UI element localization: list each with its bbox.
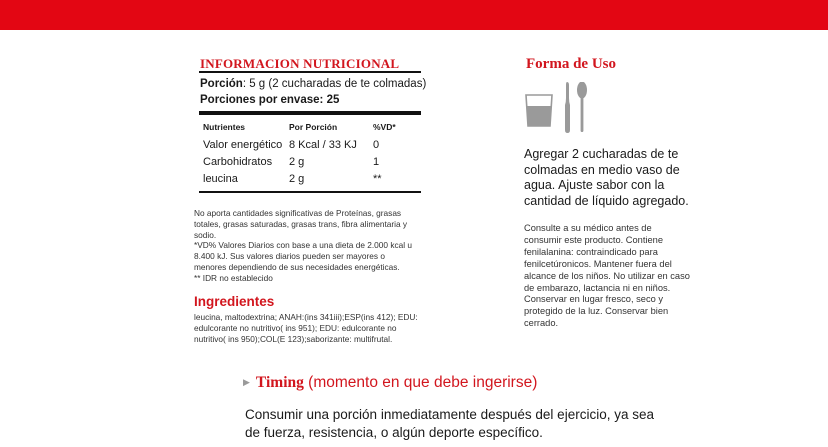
row-dv: **	[373, 173, 382, 185]
ingredients-title: Ingredientes	[194, 294, 275, 309]
nutrition-thick-rule	[199, 111, 421, 115]
nutrition-table-header	[203, 118, 413, 137]
nutrition-title: INFORMACION NUTRICIONAL	[200, 56, 400, 71]
top-red-banner	[0, 0, 828, 30]
row-nutrient: Carbohidratos	[203, 156, 273, 168]
usage-icons-svg	[525, 82, 595, 134]
timing-heading	[243, 374, 537, 392]
table-row	[203, 171, 413, 188]
usage-title: Forma de Uso	[526, 56, 616, 72]
nutrition-top-rule	[199, 71, 421, 73]
header-nutrients: Nutrientes	[203, 122, 246, 132]
usage-warnings: Consulte a su médico antes de consumir este producto. Contiene fenilalanina: contraindicado para fenilcetúronicos. Mantener fuera del alcance de los niños. No utilizar en caso de embarazo, lactancia ni en niños. Conservar en lugar fresco, seco y protegido de la luz. Conservar bien cerrado.	[524, 223, 690, 329]
spoon-icon	[577, 82, 587, 132]
timing-subtitle: (momento en que debe ingerirse)	[303, 374, 538, 391]
nutrition-table	[203, 118, 413, 188]
usage-icons	[525, 82, 595, 139]
servings-value: 25	[326, 94, 340, 106]
header-per-portion: Por Porción	[289, 122, 338, 132]
row-dv: 0	[373, 139, 380, 151]
triangle-right-icon: ▶	[243, 377, 250, 387]
usage-instructions: Agregar 2 cucharadas de te colmadas en medio vaso de agua. Ajuste sabor con la cantidad de líquido agregado.	[524, 147, 689, 208]
glass-icon	[526, 95, 552, 126]
header-daily-value: %VD*	[373, 122, 396, 132]
table-row	[203, 137, 413, 154]
row-amount: 2 g	[289, 156, 305, 168]
row-amount: 2 g	[289, 173, 305, 185]
portion-line	[200, 78, 426, 90]
ingredients-text: leucina, maltodextrina; ANAH:(ins 341iii);ESP(ins 412); EDU: edulcorante no nutritivo( ins 951); EDU: edulcorante no nutritivo( ins 950);COL(E 123);saborizante: multifrutal.	[194, 312, 418, 344]
spoon-icon	[565, 82, 570, 133]
row-nutrient: Valor energético	[203, 139, 283, 151]
row-nutrient: leucina	[203, 173, 238, 185]
timing-title: Timing	[255, 374, 304, 391]
footnote-daily-values: *VD% Valores Diarios con base a una dieta de 2.000 kcal u 8.400 kJ. Sus valores diarios pueden ser mayores o menores dependiendo de sus necesidades energéticas.	[194, 240, 412, 272]
table-row	[203, 154, 413, 171]
row-amount: 8 Kcal / 33 KJ	[289, 139, 357, 151]
nutrition-bottom-rule	[199, 191, 421, 193]
timing-text: Consumir una porción inmediatamente después del ejercicio, ya sea de fuerza, resistencia, o algún deporte específico.	[245, 407, 654, 440]
footnote-no-significant: No aporta cantidades significativas de Proteínas, grasas totales, grasas saturadas, grasas trans, fibra alimentaria y sodio.	[194, 208, 408, 240]
row-dv: 1	[373, 156, 380, 168]
nutrition-footnotes	[194, 208, 418, 284]
portion-label: Porción	[200, 78, 243, 90]
portion-value: : 5 g (2 cucharadas de te colmadas)	[242, 78, 427, 90]
servings-label: Porciones por envase:	[200, 94, 324, 106]
footnote-idr: ** IDR no establecido	[194, 272, 273, 283]
servings-line	[200, 94, 339, 106]
